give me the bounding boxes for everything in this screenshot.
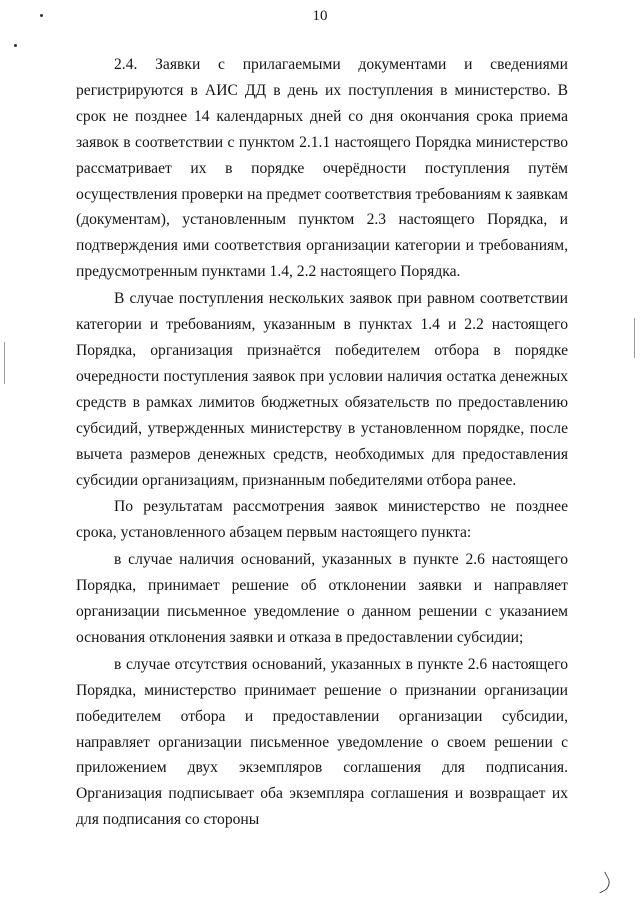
scan-edge-left bbox=[4, 342, 5, 384]
paragraph-2-4: 2.4. Заявки с прилагаемыми документами и сведениями регистрируются в АИС ДД в день их поступления в министерство. В срок не позднее 14 календарных дней со дня окончания срока приема заявок в соответствии с пунктом 2.1.1 настоящего Порядка министерство рассматривает их в порядке очерёдности поступления путём осуществления проверки на предмет соответствия требованиям к заявкам (документам), установленным пунктом 2.3 настоящего Порядка, и подтверждения ими соответствия организации категории и требованиям, предусмотренным пунктами 1.4, 2.2 настоящего Порядка. bbox=[76, 56, 568, 281]
document-body bbox=[76, 52, 568, 833]
page-number: 10 bbox=[312, 8, 328, 24]
scan-edge-right bbox=[634, 318, 635, 358]
paragraph-review-results: По результатам рассмотрения заявок министерство не позднее срока, установленного абзацем первым настоящего пункта: bbox=[76, 498, 568, 542]
paragraph-equal-compliance: В случае поступления нескольких заявок при равном соответствии категории и требованиям, указанным в пунктах 1.4 и 2.2 настоящего Порядка, организация признаётся победителем отбора в порядке очередности поступления заявок при условии наличия остатка денежных средств в рамках лимитов бюджетных обязательств по предоставлению субсидий, утвержденных министерству в установленном порядке, после вычета размеров денежных средств, необходимых для предоставления субсидии организациям, признанным победителями отбора ранее. bbox=[76, 290, 568, 489]
paragraph-rejection-case: в случае наличия оснований, указанных в пункте 2.6 настоящего Порядка, принимает решение об отклонении заявки и направляет организации письменное уведомление о данном решении с указанием основания отклонения заявки и отказа в предоставлении субсидии; bbox=[76, 551, 568, 646]
paragraph-approval-case: в случае отсутствия оснований, указанных в пункте 2.6 настоящего Порядка, министерство принимает решение о признании организации победителем отбора и предоставлении организации субсидии, направляет организации письменное уведомление о своем решении с приложением двух экземпляров соглашения для подписания. Организация подписывает оба экземпляра соглашения и возвращает их для подписания со стороны bbox=[76, 655, 568, 829]
handwritten-mark bbox=[592, 871, 613, 893]
